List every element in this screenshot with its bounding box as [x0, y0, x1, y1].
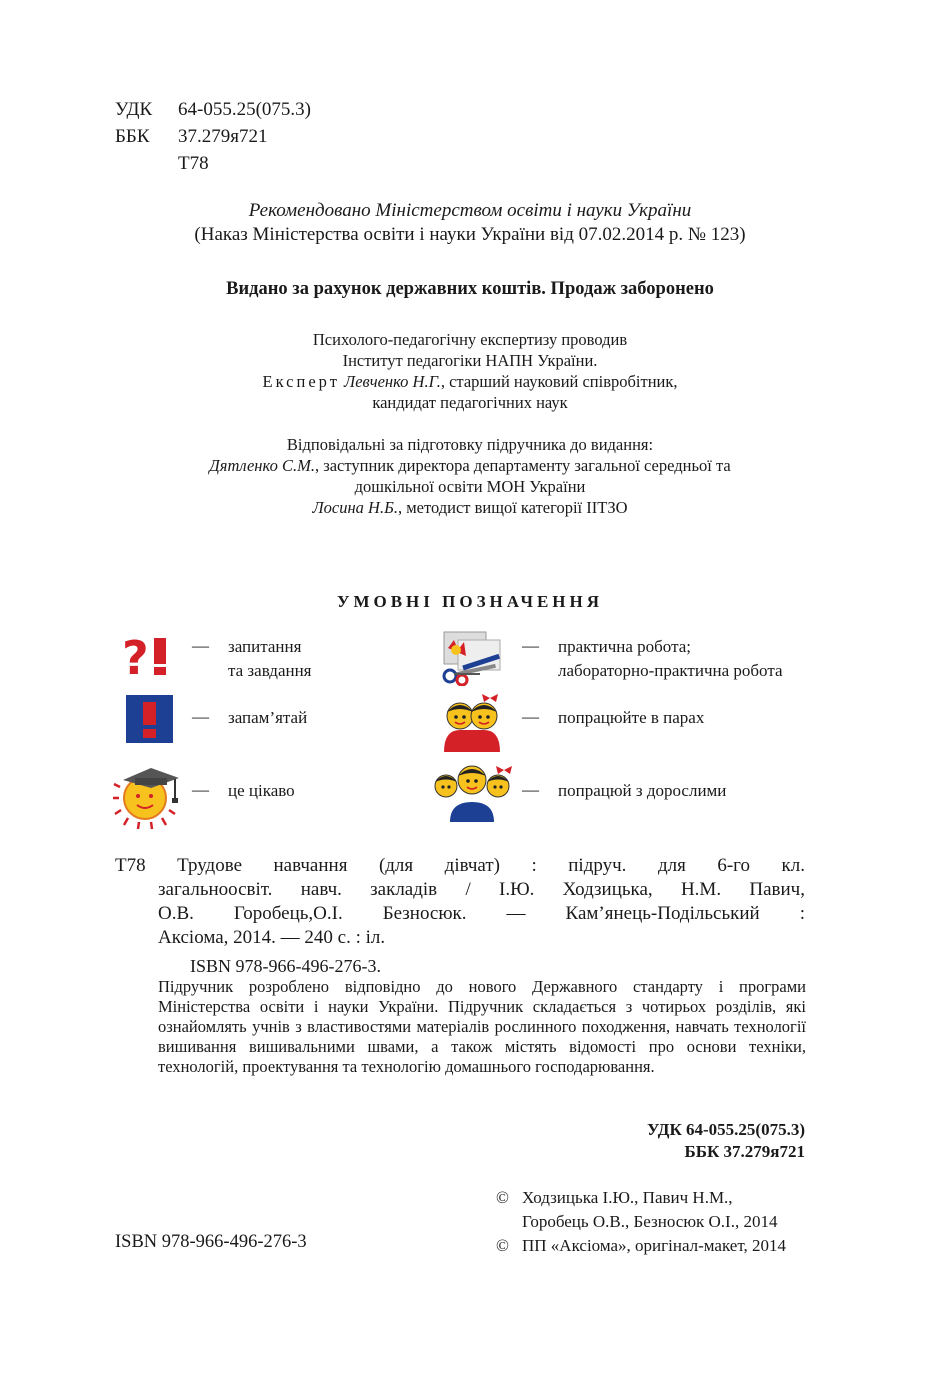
legend-text: лабораторно-практична робота: [558, 661, 783, 680]
copyright-line1: Ходзицька І.Ю., Павич Н.М.,: [522, 1188, 733, 1207]
order-line: (Наказ Міністерства освіти і науки України від 07.02.2014 р. № 123): [194, 224, 746, 245]
bib-line1: [115, 854, 805, 878]
bib-word: Безносюк.: [382, 903, 467, 924]
legend-item-remember: запам’ятай: [228, 708, 308, 727]
copyright-block: [496, 1186, 786, 1258]
bib-word: І.Ю.: [499, 879, 535, 900]
legend-text: практична робота;: [558, 637, 691, 656]
isbn-bottom: ISBN 978-966-496-276-3: [115, 1232, 307, 1252]
responsible-person1: [80, 455, 860, 476]
expert-role: , старший науковий співробітник,: [440, 372, 678, 391]
bib-word: 6-го: [717, 855, 750, 876]
svg-text:?: ?: [122, 632, 149, 682]
bib-word: Горобець,О.І.: [233, 903, 343, 924]
expertise-line1: Психолого-педагогічну експертизу проводив: [312, 330, 628, 349]
footer-codes: [560, 1119, 805, 1163]
legend-dash: —: [192, 636, 209, 655]
legend-dash: —: [522, 707, 539, 726]
bib-word: :: [799, 903, 805, 924]
bib-word: Трудове: [177, 855, 243, 876]
legend-text: та завдання: [228, 661, 312, 680]
expertise-line2: Інститут педагогіки НАПН України.: [342, 351, 598, 370]
bbk-value: 37.279я721: [178, 126, 268, 147]
copyright-symbol: ©: [496, 1236, 509, 1255]
responsible-person2: [80, 497, 860, 518]
expert-name: Левченко Н.Г.: [344, 372, 441, 391]
classification-codes: [115, 96, 311, 177]
person2-name: Лосина Н.Б.: [312, 498, 398, 517]
bib-word: Кам’янець-Подільський: [565, 903, 760, 924]
pair-children-icon: [440, 694, 504, 752]
legend-dash: —: [522, 780, 539, 799]
bib-line3: [158, 902, 805, 926]
copyright-line2: Горобець О.В., Безносюк О.І., 2014: [522, 1212, 778, 1231]
bib-word: (для: [378, 855, 414, 876]
legend-item-pairs: попрацюйте в парах: [558, 708, 705, 727]
bbk-label: ББК: [115, 126, 150, 147]
responsible-heading: Відповідальні за підготовку підручника до видання:: [286, 435, 654, 454]
bib-word: закладів: [370, 879, 438, 900]
bib-word: О.В.: [158, 903, 194, 924]
legend-item-practical: [558, 635, 783, 683]
bib-mark: Т78: [115, 855, 146, 876]
bib-word: Н.М.: [680, 879, 722, 900]
question-exclamation-icon: [120, 632, 180, 692]
tools-icon: [440, 630, 504, 686]
udk-value: 64-055.25(075.3): [178, 99, 311, 120]
udk-label: УДК: [115, 99, 153, 120]
legend-dash: —: [522, 636, 539, 655]
bibliographic-description: [115, 854, 805, 950]
person1-name: Дятленко С.М.: [209, 456, 315, 475]
footer-bbk: ББК 37.279я721: [684, 1142, 805, 1161]
responsible-block: [80, 434, 860, 518]
published-note: Видано за рахунок державних коштів. Продаж заборонено: [226, 279, 714, 299]
legend-title: УМОВНІ ПОЗНАЧЕННЯ: [336, 592, 604, 611]
bib-word: підруч.: [568, 855, 627, 876]
expert-line: [80, 371, 860, 392]
expert-label: Експерт: [262, 372, 340, 391]
bib-word: навчання: [273, 855, 348, 876]
family-icon: [428, 762, 518, 822]
person2-role: , методист вищої категорії ІІТЗО: [397, 498, 628, 517]
expertise-line4: кандидат педагогічних наук: [372, 393, 568, 412]
expertise-block: [80, 329, 860, 413]
bib-word: —: [506, 903, 526, 924]
footer-udk: УДК 64-055.25(075.3): [646, 1120, 805, 1139]
legend-item-interesting: це цікаво: [228, 781, 295, 800]
bib-line4: Аксіома, 2014. — 240 с. : іл.: [158, 927, 386, 948]
bib-word: Ходзицька,: [562, 879, 653, 900]
copyright-symbol: ©: [496, 1188, 509, 1207]
recommendation-line: Рекомендовано Міністерством освіти і науки України: [248, 200, 692, 221]
bib-word: дівчат): [444, 855, 500, 876]
legend-item-adults: попрацюй з дорослими: [558, 781, 727, 800]
isbn-inline: ISBN 978-966-496-276-3.: [190, 956, 381, 976]
legend-item-questions: [228, 635, 312, 683]
bib-word: для: [657, 855, 686, 876]
bib-word: загальноосвіт.: [158, 879, 273, 900]
graduate-sun-icon: [113, 760, 183, 830]
bib-word: /: [465, 879, 471, 900]
book-description: Підручник розроблено відповідно до нового Державного стандарту і програми Міністерства освіти і науки України. Підручник складається з чотирьох розділів, які ознайомлять учнів з властивостями матеріалів рослинного походження, навчать технології вишивання вишивальними швами, а також містять відомості про основи техніки, технологій, проектування та технологію домашнього господарювання.: [158, 977, 806, 1076]
person1-role-cont: дошкільної освіти МОН України: [354, 477, 586, 496]
person1-role: , заступник директора департаменту загальної середньої та: [314, 456, 731, 475]
legend-text: запитання: [228, 637, 302, 656]
copyright-line3: ПП «Аксіома», оригінал-макет, 2014: [522, 1236, 786, 1255]
legend-dash: —: [192, 780, 209, 799]
bib-word: :: [531, 855, 537, 876]
bib-word: навч.: [300, 879, 342, 900]
bib-line2: [158, 878, 805, 902]
exclamation-icon: [126, 695, 173, 743]
bib-word: кл.: [781, 855, 805, 876]
bib-word: Павич,: [749, 879, 805, 900]
legend-dash: —: [192, 707, 209, 726]
author-mark: Т78: [178, 153, 209, 174]
